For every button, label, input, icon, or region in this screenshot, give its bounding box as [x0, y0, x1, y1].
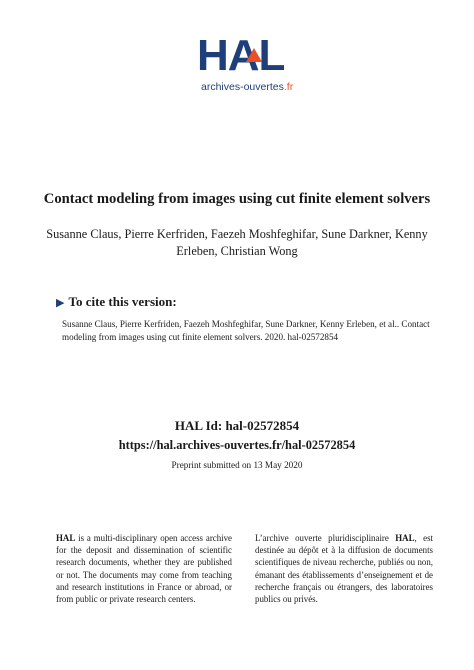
cite-heading — [56, 294, 177, 310]
logo-subtitle-main: archives-ouvertes — [201, 81, 284, 93]
logo-triangle-icon — [246, 48, 262, 62]
hal-strong-fr: HAL — [395, 533, 415, 543]
logo-subtitle — [201, 81, 293, 93]
hal-description-en — [56, 532, 232, 605]
hal-id: HAL Id: hal-02572854 — [174, 418, 300, 433]
hal-logo — [197, 31, 307, 96]
cite-heading-label: To cite this version: — [68, 294, 177, 309]
paper-title: Contact modeling from images using cut finite element solvers — [43, 191, 431, 207]
submission-date: Preprint submitted on 13 May 2020 — [171, 460, 303, 470]
triangle-right-icon: ▶ — [56, 297, 65, 309]
hal-url-link[interactable]: https://hal.archives-ouvertes.fr/hal-02572854 — [118, 438, 356, 452]
hal-description-fr-start: L’archive ouverte pluridisciplinaire — [255, 533, 396, 543]
hal-description-fr-text: , est destinée au dépôt et à la diffusion de documents scientifiques de niveau recherche, publiés ou non, émanant des établissements d’enseignement et de recherche français ou étrangers, des laboratoires publics ou privés. — [255, 533, 434, 605]
hal-description-fr — [255, 532, 433, 605]
logo-subtitle-suffix: .fr — [283, 81, 294, 93]
cite-text: Susanne Claus, Pierre Kerfriden, Faezeh Moshfeghifar, Sune Darkner, Kenny Erleben, et al.. Contact modeling from images using cut finite element solvers. 2020. hal-02572854 — [62, 319, 430, 342]
hal-description-en-text: is a multi-disciplinary open access archive for the deposit and dissemination of scientific research documents, whether they are published or not. The documents may come from teaching and research institutions in France or abroad, or from public or private research centers. — [56, 533, 232, 605]
hal-strong-en: HAL — [56, 533, 76, 543]
logo-brand: HAL — [197, 31, 285, 80]
paper-authors: Susanne Claus, Pierre Kerfriden, Faezeh Moshfeghifar, Sune Darkner, Kenny Erleben, Christian Wong — [46, 227, 428, 258]
